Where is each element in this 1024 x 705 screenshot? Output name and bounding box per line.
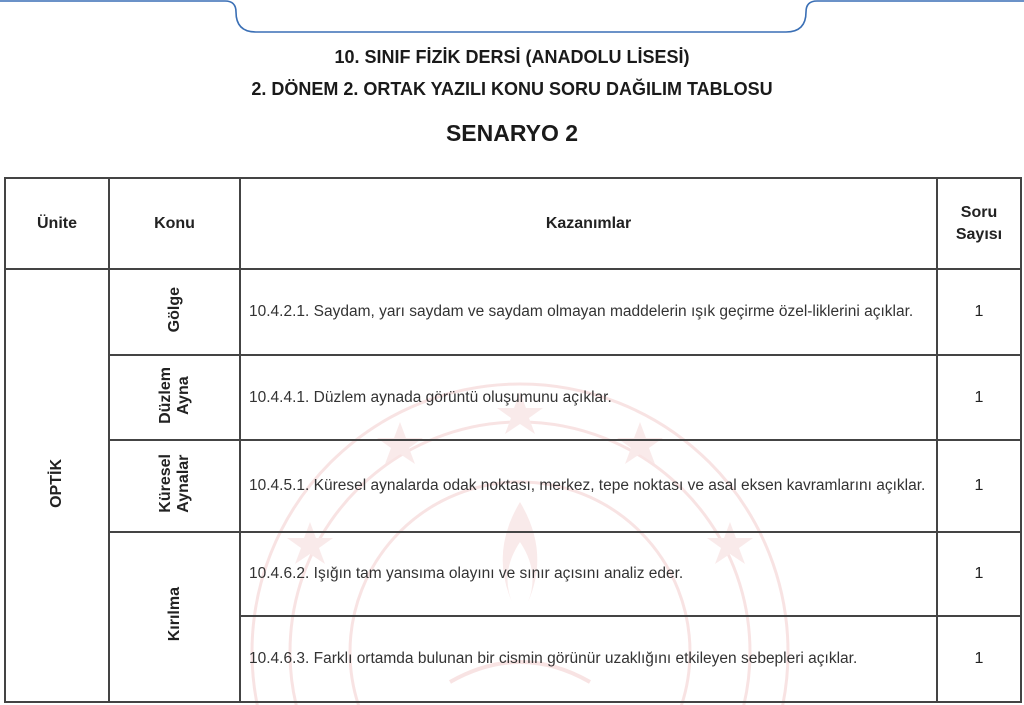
document-subtitle: 2. DÖNEM 2. ORTAK YAZILI KONU SORU DAĞILIM TABLOSU <box>251 79 773 99</box>
document-title: 10. SINIF FİZİK DERSİ (ANADOLU LİSESİ) <box>334 47 690 67</box>
kazanim-cell: 10.4.6.3. Farklı ortamda bulunan bir cismin görünür uzaklığını etkileyen sebepleri açıklar. <box>240 616 937 702</box>
topic-cell <box>109 269 240 355</box>
topic-distribution-table <box>4 177 1022 703</box>
header-frame <box>0 0 1024 40</box>
kazanim-cell: 10.4.6.2. Işığın tam yansıma olayını ve sınır açısını analiz eder. <box>240 532 937 616</box>
table-header-row <box>5 178 1021 269</box>
column-header-unite: Ünite <box>5 178 109 269</box>
topic-cell <box>109 440 240 532</box>
kazanim-cell: 10.4.2.1. Saydam, yarı saydam ve saydam olmayan maddelerin ışık geçirme özel-liklerini açıklar. <box>240 269 937 355</box>
topic-label-kirilma: Kırılma <box>165 587 183 642</box>
column-header-konu: Konu <box>109 178 240 269</box>
question-count: 1 <box>937 355 1021 440</box>
table-row <box>5 532 1021 616</box>
column-header-kazanimlar: Kazanımlar <box>240 178 937 269</box>
question-count: 1 <box>937 440 1021 532</box>
topic-label-golge: Gölge <box>165 286 183 333</box>
kazanim-cell: 10.4.4.1. Düzlem aynada görüntü oluşumunu açıklar. <box>240 355 937 440</box>
topic-label-duzlem-ayna: Düzlem Ayna <box>156 366 192 424</box>
table-row <box>5 269 1021 355</box>
scenario-heading: SENARYO 2 <box>445 120 579 146</box>
question-count: 1 <box>937 269 1021 355</box>
unit-label: OPTİK <box>48 458 65 508</box>
unit-cell <box>5 269 109 702</box>
question-count: 1 <box>937 532 1021 616</box>
question-count: 1 <box>937 616 1021 702</box>
column-header-soru-sayisi: Soru Sayısı <box>937 178 1021 269</box>
topic-label-kuresel-aynalar: Küresel Aynalar <box>156 454 192 513</box>
table-row <box>5 440 1021 532</box>
table-row <box>5 355 1021 440</box>
kazanim-cell: 10.4.5.1. Küresel aynalarda odak noktası, merkez, tepe noktası ve asal eksen kavramlarını açıklar. <box>240 440 937 532</box>
topic-cell <box>109 532 240 702</box>
topic-cell <box>109 355 240 440</box>
